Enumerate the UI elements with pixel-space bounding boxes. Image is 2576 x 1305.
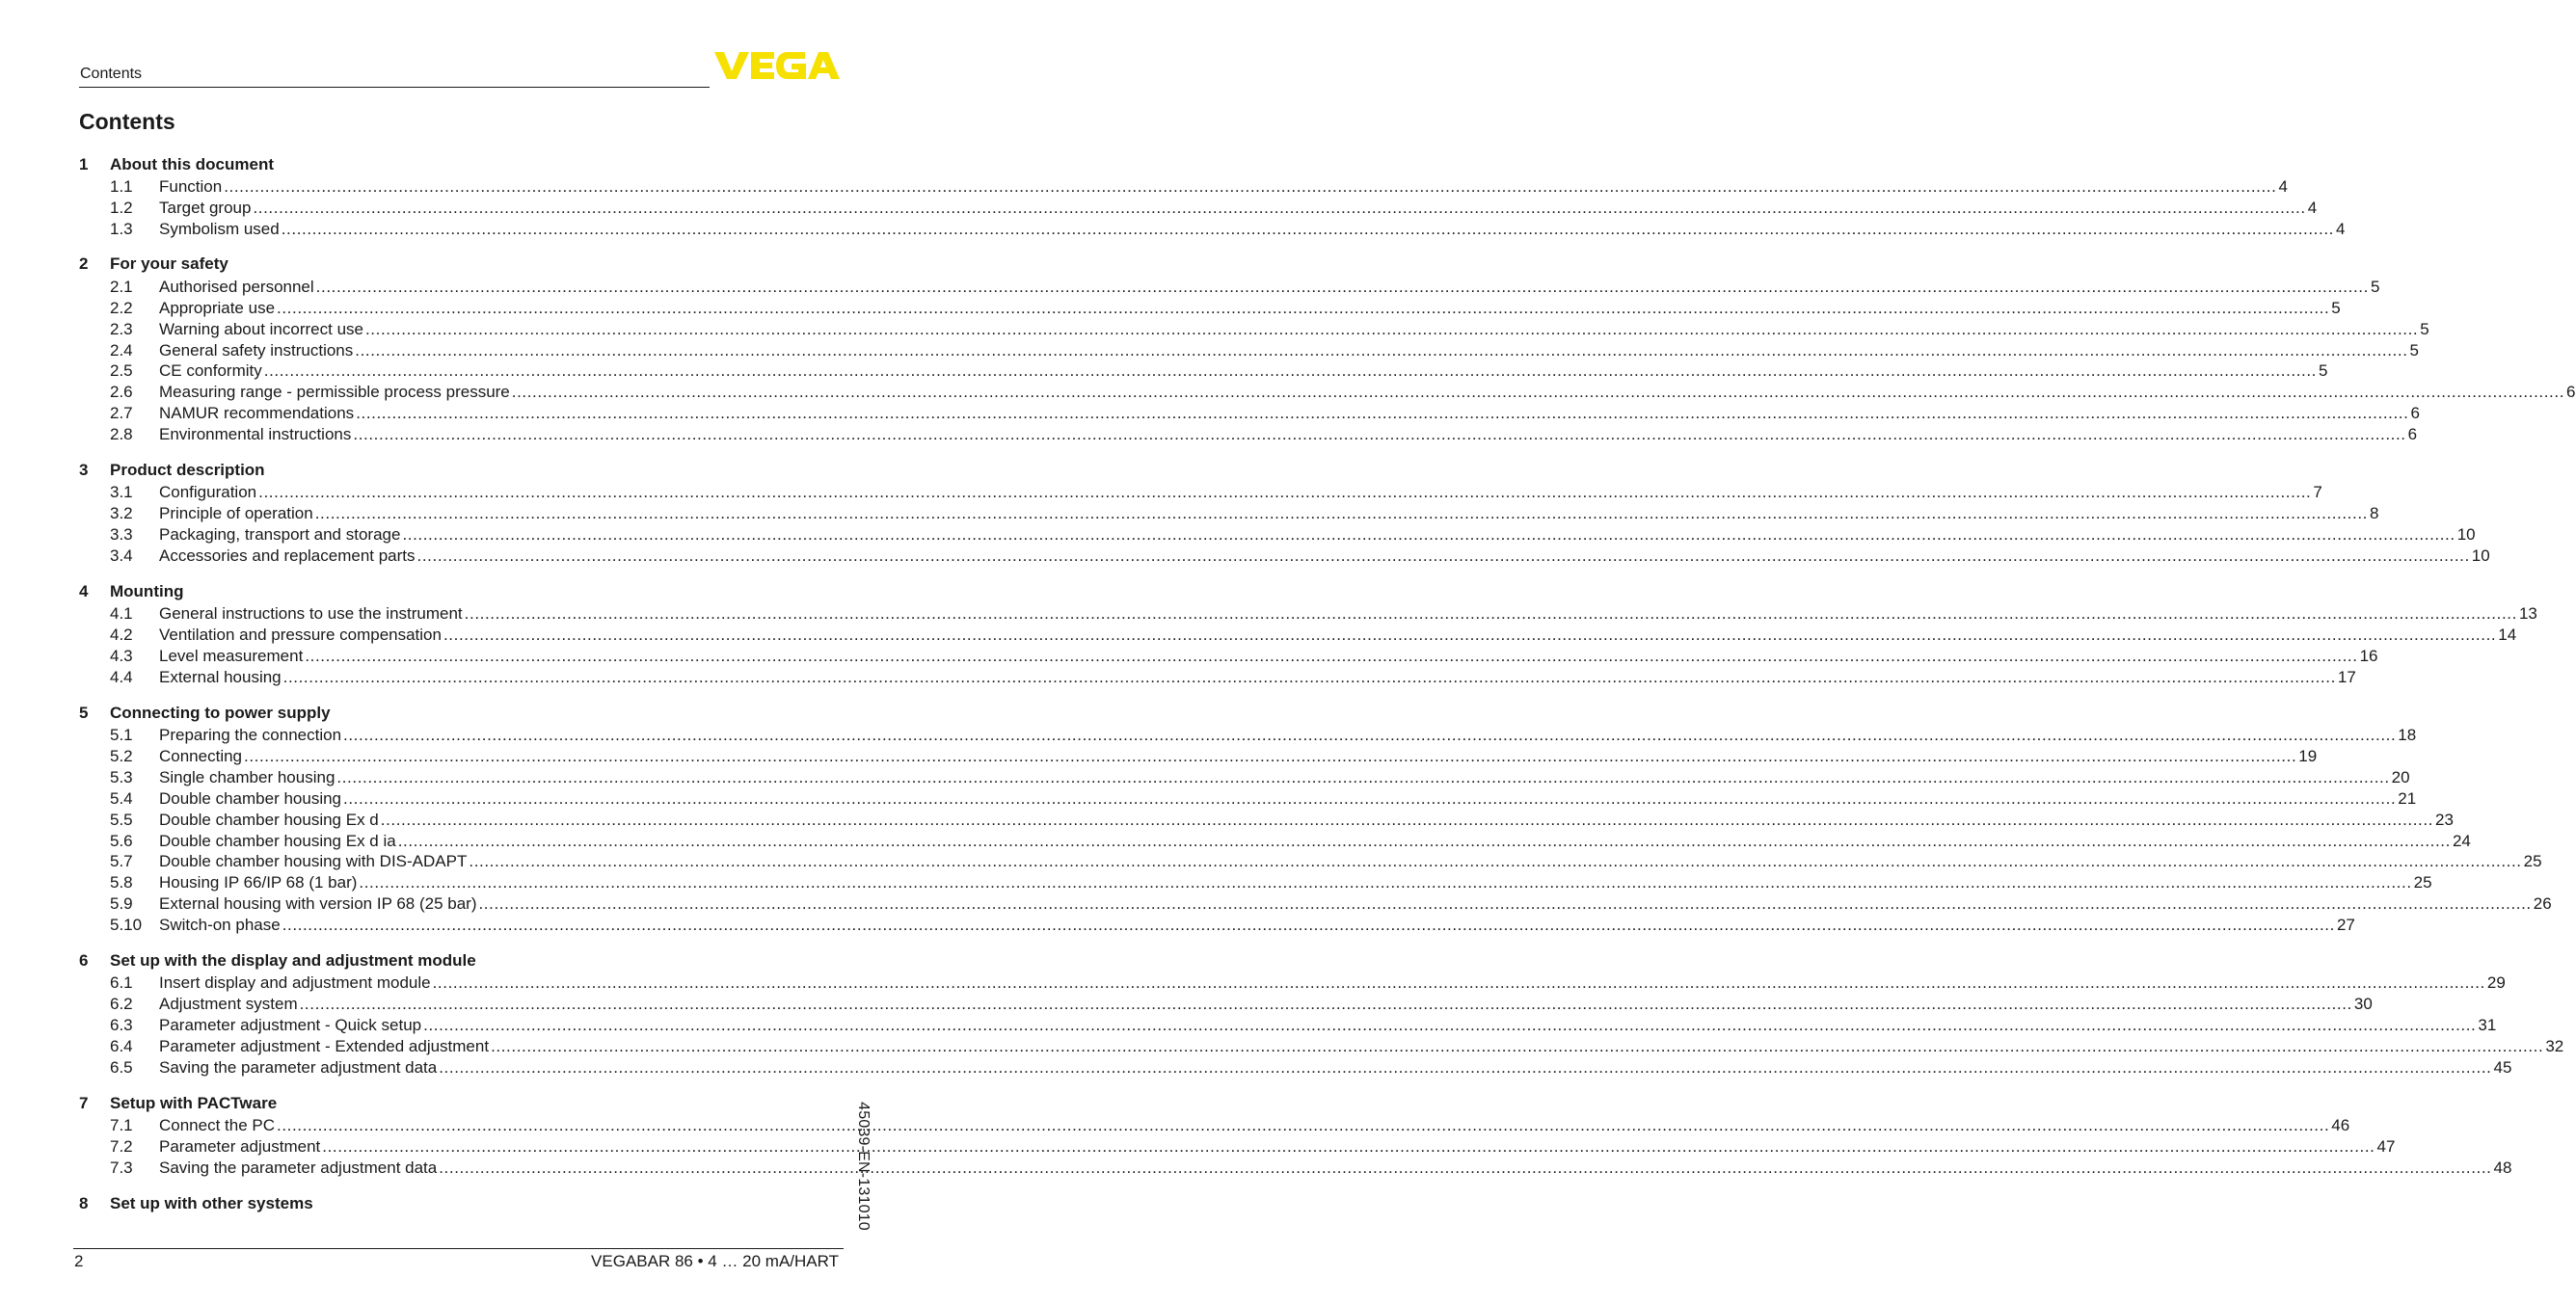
entry-number: 6.2: [110, 995, 133, 1014]
entry-number: 3.4: [110, 546, 133, 565]
dot-leader: ................................................................................................................................................................................................................................................................................................................................................................................................................: [443, 626, 2497, 645]
toc-section-heading[interactable]: [79, 253, 844, 277]
entry-number: 4.1: [110, 604, 133, 624]
entry-title: Double chamber housing Ex d ia: [159, 831, 396, 850]
entry-title: General instructions to use the instrument: [159, 604, 463, 624]
entry-number: 3.1: [110, 483, 133, 502]
dot-leader: ................................................................................................................................................................................................................................................................................................................................................................................................................: [356, 404, 2409, 423]
toc-entry[interactable]: [79, 915, 2355, 936]
header-rule: [79, 87, 710, 88]
entry-number: 1.1: [110, 176, 133, 196]
entry-number: 2.1: [110, 277, 133, 296]
entry-title: Parameter adjustment - Quick setup: [159, 1016, 422, 1035]
entry-page-number: 24: [2452, 831, 2471, 850]
toc-entry[interactable]: [79, 1057, 2512, 1079]
dot-leader: ................................................................................................................................................................................................................................................................................................................................................................................................................: [464, 604, 2517, 624]
section-title: About this document: [110, 154, 274, 173]
entry-title: Principle of operation: [159, 504, 313, 523]
toc-entry[interactable]: [79, 1158, 2512, 1179]
entry-title: Double chamber housing with DIS-ADAPT: [159, 852, 468, 871]
entry-page-number: 7: [2313, 483, 2322, 502]
entry-page-number: 26: [2533, 894, 2552, 914]
toc-section: [79, 701, 2552, 936]
section-title: Mounting: [110, 581, 184, 600]
entry-number: 6.4: [110, 1036, 133, 1055]
dot-leader: ................................................................................................................................................................................................................................................................................................................................................................................................................: [305, 646, 2358, 665]
entry-title: Adjustment system: [159, 995, 298, 1014]
section-number: 7: [79, 1093, 89, 1112]
dot-leader: ................................................................................................................................................................................................................................................................................................................................................................................................................: [353, 425, 2406, 444]
footer-page-number: 2: [74, 1252, 84, 1270]
entry-title: Environmental instructions: [159, 425, 352, 444]
dot-leader: ................................................................................................................................................................................................................................................................................................................................................................................................................: [416, 546, 2470, 565]
dot-leader: ................................................................................................................................................................................................................................................................................................................................................................................................................: [355, 340, 2408, 360]
toc-entry[interactable]: [79, 198, 2318, 219]
dot-leader: ................................................................................................................................................................................................................................................................................................................................................................................................................: [263, 361, 2318, 381]
entry-number: 2.5: [110, 361, 133, 381]
dot-leader: ................................................................................................................................................................................................................................................................................................................................................................................................................: [397, 831, 2451, 850]
toc-entry[interactable]: [79, 625, 2517, 646]
section-title: Product description: [110, 460, 265, 479]
dot-leader: ................................................................................................................................................................................................................................................................................................................................................................................................................: [299, 995, 2352, 1014]
entry-number: 5.2: [110, 746, 133, 765]
entry-number: 2.7: [110, 404, 133, 423]
dot-leader: ................................................................................................................................................................................................................................................................................................................................................................................................................: [282, 916, 2335, 935]
entry-page-number: 18: [2398, 726, 2417, 745]
entry-title: Double chamber housing Ex d: [159, 810, 379, 829]
section-number: 6: [79, 950, 89, 970]
entry-page-number: 6: [2407, 425, 2418, 444]
entry-title: Preparing the connection: [159, 726, 342, 745]
toc-entry[interactable]: [79, 972, 2506, 994]
entry-page-number: 23: [2435, 810, 2454, 829]
footer-rule: [73, 1248, 844, 1249]
entry-page-number: 5: [2370, 277, 2380, 296]
toc-entry[interactable]: [79, 725, 2417, 746]
dot-leader: ................................................................................................................................................................................................................................................................................................................................................................................................................: [322, 1136, 2375, 1156]
entry-page-number: 6: [2566, 383, 2576, 402]
entry-title: Accessories and replacement parts: [159, 546, 416, 565]
toc-entry[interactable]: [79, 524, 2476, 546]
entry-number: 5.9: [110, 894, 133, 914]
entry-page-number: 25: [2523, 852, 2542, 871]
dot-leader: ................................................................................................................................................................................................................................................................................................................................................................................................................: [281, 219, 2334, 238]
entry-page-number: 31: [2478, 1016, 2497, 1035]
entry-number: 5.8: [110, 873, 133, 892]
entry-title: Double chamber housing: [159, 788, 342, 808]
entry-page-number: 4: [2335, 219, 2346, 238]
entry-title: Function: [159, 176, 223, 196]
dot-leader: ................................................................................................................................................................................................................................................................................................................................................................................................................: [277, 298, 2330, 317]
entry-page-number: 8: [2369, 504, 2379, 523]
entry-page-number: 17: [2337, 667, 2356, 686]
toc-entry[interactable]: [79, 1136, 2396, 1158]
entry-number: 3.3: [110, 525, 133, 545]
toc-entry[interactable]: [79, 403, 2420, 424]
dot-leader: ................................................................................................................................................................................................................................................................................................................................................................................................................: [315, 277, 2369, 296]
section-title: Setup with PACTware: [110, 1093, 278, 1112]
entry-page-number: 29: [2486, 973, 2506, 993]
entry-title: Single chamber housing: [159, 767, 335, 786]
entry-number: 2.4: [110, 340, 133, 360]
entry-page-number: 5: [2331, 298, 2341, 317]
entry-page-number: 4: [2278, 176, 2288, 196]
entry-number: 5.6: [110, 831, 133, 850]
toc-entry[interactable]: [79, 424, 2418, 445]
dot-leader: ................................................................................................................................................................................................................................................................................................................................................................................................................: [478, 894, 2532, 914]
toc-entry[interactable]: [79, 810, 2454, 831]
dot-leader: ................................................................................................................................................................................................................................................................................................................................................................................................................: [423, 1016, 2477, 1035]
section-number: 2: [79, 254, 89, 274]
entry-page-number: 6: [2410, 404, 2420, 423]
entry-page-number: 30: [2353, 995, 2373, 1014]
dot-leader: ................................................................................................................................................................................................................................................................................................................................................................................................................: [432, 973, 2485, 993]
dot-leader: ................................................................................................................................................................................................................................................................................................................................................................................................................: [277, 1116, 2330, 1134]
entry-page-number: 14: [2498, 626, 2517, 645]
section-title: Set up with other systems: [110, 1193, 313, 1212]
toc-entry[interactable]: [79, 851, 2542, 872]
toc-entry[interactable]: [79, 546, 2490, 567]
dot-leader: ................................................................................................................................................................................................................................................................................................................................................................................................................: [253, 198, 2306, 217]
entry-page-number: 13: [2518, 604, 2537, 624]
entry-title: General safety instructions: [159, 340, 354, 360]
document-code: 45039-EN-131010: [855, 1102, 872, 1231]
dot-leader: ................................................................................................................................................................................................................................................................................................................................................................................................................: [359, 873, 2412, 892]
entry-title: Appropriate use: [159, 298, 276, 317]
entry-title: Authorised personnel: [159, 277, 314, 296]
entry-page-number: 19: [2298, 746, 2318, 765]
entry-number: 2.8: [110, 425, 133, 444]
entry-title: Saving the parameter adjustment data: [159, 1057, 438, 1077]
entry-title: Parameter adjustment - Extended adjustment: [159, 1036, 490, 1055]
entry-number: 6.1: [110, 973, 133, 993]
entry-page-number: 21: [2398, 788, 2417, 808]
toc-entry[interactable]: [79, 646, 2378, 667]
entry-title: Saving the parameter adjustment data: [159, 1158, 438, 1177]
toc-section-heading[interactable]: [79, 701, 844, 725]
toc-entry[interactable]: [79, 503, 2379, 524]
entry-number: 7.2: [110, 1136, 133, 1156]
section-number: 4: [79, 581, 89, 600]
toc-entry[interactable]: [79, 872, 2432, 893]
entry-number: 1.2: [110, 198, 133, 217]
section-number: 1: [79, 154, 89, 173]
entry-page-number: 25: [2413, 873, 2432, 892]
entry-title: Ventilation and pressure compensation: [159, 626, 442, 645]
dot-leader: ................................................................................................................................................................................................................................................................................................................................................................................................................: [491, 1036, 2544, 1055]
toc-section: [79, 253, 2576, 445]
toc-entry[interactable]: [79, 667, 2356, 688]
entry-page-number: 27: [2336, 916, 2355, 935]
dot-leader: ................................................................................................................................................................................................................................................................................................................................................................................................................: [364, 319, 2419, 338]
entry-number: 2.2: [110, 298, 133, 317]
dot-leader: ................................................................................................................................................................................................................................................................................................................................................................................................................: [380, 810, 2434, 829]
entry-number: 5.3: [110, 767, 133, 786]
entry-number: 5.7: [110, 852, 133, 871]
entry-title: CE conformity: [159, 361, 262, 381]
entry-page-number: 20: [2391, 767, 2410, 786]
section-title: Set up with the display and adjustment module: [110, 950, 476, 970]
entry-title: Insert display and adjustment module: [159, 973, 431, 993]
dot-leader: ................................................................................................................................................................................................................................................................................................................................................................................................................: [343, 726, 2397, 745]
toc-entry[interactable]: [79, 831, 2471, 852]
toc-section-heading[interactable]: [79, 1191, 844, 1215]
entry-page-number: 45: [2493, 1057, 2512, 1077]
toc-section-heading[interactable]: [79, 152, 844, 176]
entry-title: Warning about incorrect use: [159, 319, 363, 338]
entry-number: 5.10: [110, 916, 143, 935]
dot-leader: ................................................................................................................................................................................................................................................................................................................................................................................................................: [314, 504, 2368, 523]
entry-number: 3.2: [110, 504, 133, 523]
section-title: Connecting to power supply: [110, 703, 331, 722]
page-title: Contents: [79, 109, 175, 134]
toc-section: [79, 152, 2346, 240]
toc-entry[interactable]: [79, 767, 2410, 788]
entry-page-number: 10: [2456, 525, 2476, 545]
entry-number: 5.1: [110, 726, 133, 745]
toc-entry[interactable]: [79, 298, 2341, 319]
entry-title: Level measurement: [159, 646, 304, 665]
toc-section-heading[interactable]: [79, 579, 844, 603]
entry-number: 7.1: [110, 1116, 133, 1134]
entry-number: 2.6: [110, 383, 133, 402]
entry-title: Connect the PC: [159, 1116, 276, 1134]
toc-entry[interactable]: [79, 746, 2318, 767]
toc-entry[interactable]: [79, 277, 2380, 298]
footer-product-name: VEGABAR 86 • 4 … 20 mA/HART: [591, 1252, 839, 1270]
toc-entry[interactable]: [79, 994, 2373, 1015]
entry-page-number: 16: [2359, 646, 2378, 665]
toc-entry[interactable]: [79, 219, 2346, 240]
toc-entry[interactable]: [79, 1036, 2564, 1057]
toc-section-heading[interactable]: [79, 458, 844, 482]
toc-entry[interactable]: [79, 788, 2417, 810]
vega-logo: [714, 50, 842, 81]
toc-entry[interactable]: [79, 382, 2576, 403]
toc-entry[interactable]: [79, 340, 2419, 361]
entry-title: Target group: [159, 198, 252, 217]
toc-entry[interactable]: [79, 361, 2328, 383]
toc-entry[interactable]: [79, 1115, 2350, 1136]
entry-number: 6.3: [110, 1016, 133, 1035]
dot-leader: ................................................................................................................................................................................................................................................................................................................................................................................................................: [402, 525, 2455, 545]
toc-entry[interactable]: [79, 319, 2429, 340]
entry-page-number: 47: [2376, 1136, 2396, 1156]
entry-title: External housing with version IP 68 (25 bar): [159, 894, 477, 914]
entry-title: NAMUR recommendations: [159, 404, 355, 423]
dot-leader: ................................................................................................................................................................................................................................................................................................................................................................................................................: [511, 383, 2565, 402]
entry-title: Configuration: [159, 483, 257, 502]
toc-section: [79, 458, 2490, 567]
entry-title: Connecting: [159, 746, 243, 765]
entry-page-number: 10: [2471, 546, 2490, 565]
toc-section: [79, 948, 2564, 1078]
entry-title: Housing IP 66/IP 68 (1 bar): [159, 873, 358, 892]
entry-number: 7.3: [110, 1158, 133, 1177]
entry-number: 4.4: [110, 667, 133, 686]
dot-leader: ................................................................................................................................................................................................................................................................................................................................................................................................................: [258, 483, 2312, 502]
dot-leader: ................................................................................................................................................................................................................................................................................................................................................................................................................: [439, 1158, 2492, 1177]
entry-title: Symbolism used: [159, 219, 280, 238]
toc-section: [79, 1191, 844, 1215]
entry-number: 5.5: [110, 810, 133, 829]
toc-section: [79, 579, 2537, 688]
section-title: For your safety: [110, 254, 228, 274]
entry-page-number: 4: [2307, 198, 2318, 217]
entry-page-number: 5: [2420, 319, 2429, 338]
entry-title: Parameter adjustment: [159, 1136, 321, 1156]
entry-number: 2.3: [110, 319, 133, 338]
section-number: 3: [79, 460, 89, 479]
entry-number: 6.5: [110, 1057, 133, 1077]
entry-number: 5.4: [110, 788, 133, 808]
entry-title: External housing: [159, 667, 282, 686]
dot-leader: ................................................................................................................................................................................................................................................................................................................................................................................................................: [282, 667, 2336, 686]
entry-number: 4.2: [110, 626, 133, 645]
entry-title: Measuring range - permissible process pressure: [159, 383, 510, 402]
toc-entry[interactable]: [79, 603, 2537, 625]
toc-section-heading[interactable]: [79, 1091, 844, 1115]
entry-page-number: 32: [2545, 1036, 2564, 1055]
entry-number: 1.3: [110, 219, 133, 238]
toc-entry[interactable]: [79, 1015, 2497, 1036]
toc-entry[interactable]: [79, 482, 2322, 503]
entry-page-number: 5: [2319, 361, 2328, 381]
dot-leader: ................................................................................................................................................................................................................................................................................................................................................................................................................: [224, 176, 2277, 196]
toc-entry[interactable]: [79, 893, 2552, 915]
dot-leader: ................................................................................................................................................................................................................................................................................................................................................................................................................: [244, 746, 2297, 765]
entry-number: 4.3: [110, 646, 133, 665]
dot-leader: ................................................................................................................................................................................................................................................................................................................................................................................................................: [439, 1057, 2492, 1077]
toc-section-heading[interactable]: [79, 948, 844, 972]
running-head: Contents: [80, 66, 143, 82]
entry-title: Switch-on phase: [159, 916, 281, 935]
entry-title: Packaging, transport and storage: [159, 525, 401, 545]
section-number: 5: [79, 703, 89, 722]
section-number: 8: [79, 1193, 89, 1212]
entry-page-number: 48: [2493, 1158, 2512, 1177]
entry-page-number: 5: [2409, 340, 2419, 360]
dot-leader: ................................................................................................................................................................................................................................................................................................................................................................................................................: [343, 788, 2397, 808]
dot-leader: ................................................................................................................................................................................................................................................................................................................................................................................................................: [336, 767, 2390, 786]
toc-entry[interactable]: [79, 176, 2288, 198]
dot-leader: ................................................................................................................................................................................................................................................................................................................................................................................................................: [469, 852, 2522, 871]
entry-page-number: 46: [2331, 1116, 2350, 1134]
